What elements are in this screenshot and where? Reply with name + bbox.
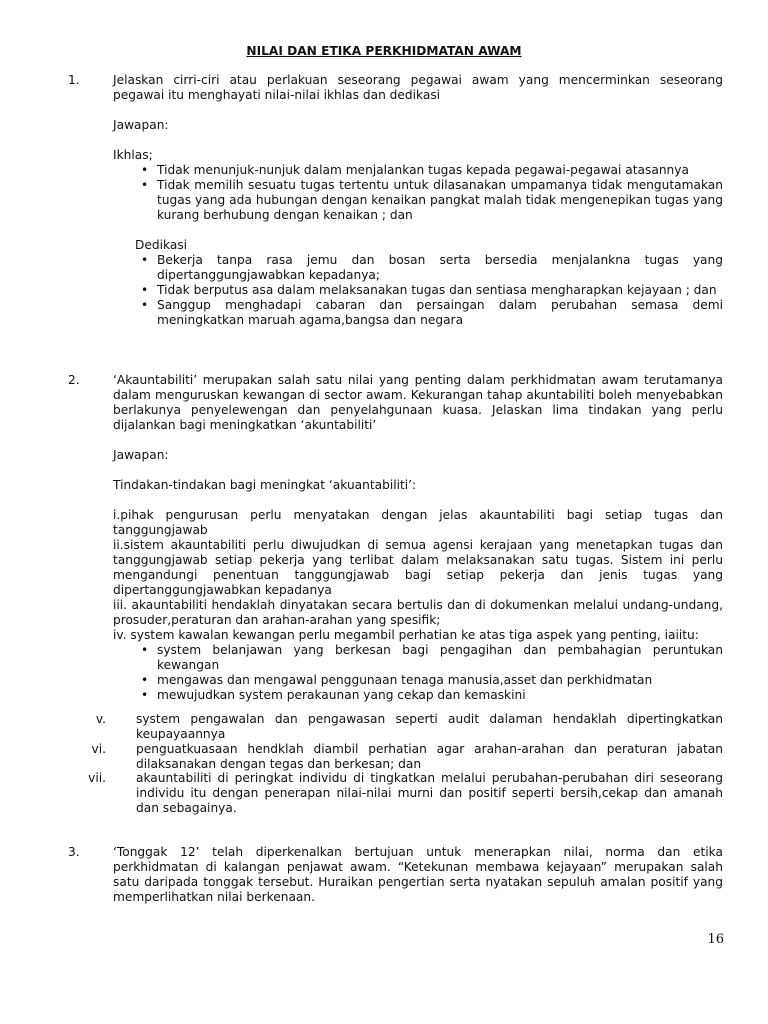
point-iv-list [135, 643, 723, 703]
answer-label: Jawapan: [113, 448, 169, 462]
question-text: ‘Tonggak 12’ telah diperkenalkan bertujuan untuk menerapkan nilai, norma dan etika perkhidmatan di kalangan penjawat awam. “Ketekunan membawa kejayaan” merupakan salah satu daripada tonggak tersebut. Huraikan pengertian serta nyatakan sepuluh amalan positif yang memperlihatkan nilai berkenaan. [113, 845, 723, 904]
page-number: 16 [707, 932, 724, 947]
question-body [113, 73, 723, 328]
dedikasi-heading: Dedikasi [135, 238, 188, 252]
question-number: 3. [68, 845, 80, 859]
list-item: • Sanggup menghadapi cabaran dan persaingan dalam perubahan semasa demi meningkatkan maruah agama,bangsa dan negara [135, 298, 723, 328]
roman-number: v. [95, 712, 106, 726]
list-item: • Tidak berputus asa dalam melaksanakan tugas dan sentiasa mengharapkan kejayaan ; dan [135, 283, 723, 298]
tindakan-heading: Tindakan-tindakan bagi meningkat ‘akuantabiliti’: [113, 478, 417, 492]
dedikasi-list [135, 253, 723, 328]
question-text: Jelaskan cirri-ciri atau perlakuan seseorang pegawai awam yang mencerminkan seseorang pegawai itu menghayati nilai-nilai ikhlas dan dedikasi [113, 73, 723, 102]
roman-text: akauntabiliti di peringkat individu di tingkatkan melalui perubahan-perubahan diri seseorang individu itu dengan penerapan nilai-nilai murni dan positif seperti bersih,cekap dan amanah dan sebagainya. [136, 771, 723, 815]
ikhlas-list [135, 163, 723, 223]
roman-number: vii. [88, 771, 106, 785]
list-item: • Bekerja tanpa rasa jemu dan bosan serta bersedia menjalankna tugas yang dipertanggungjawabkan kepadanya; [135, 253, 723, 283]
question-body [113, 845, 723, 905]
list-item: • system belanjawan yang berkesan bagi pengagihan dan pembahagian peruntukan kewangan [135, 643, 723, 673]
list-item: • Tidak menunjuk-nunjuk dalam menjalankan tugas kepada pegawai-pegawai atasannya [135, 163, 723, 178]
ikhlas-heading: Ikhlas; [113, 148, 153, 162]
roman-text: system pengawalan dan pengawasan seperti audit dalaman hendaklah dipertingkatkan keupayaannya [136, 712, 723, 741]
question-text: ‘Akauntabiliti’ merupakan salah satu nilai yang penting dalam perkhidmatan awam terutamanya dalam menguruskan kewangan di sector awam. Kekurangan tahap akuntabiliti boleh menyebabkan berlakunya penyelewengan dan penyelahgunaan kuasa. Jelaskan lima tindakan yang perlu dijalankan bagi meningkatkan ‘akuntabiliti’ [113, 373, 723, 432]
point-i: i.pihak pengurusan perlu menyatakan dengan jelas akauntabiliti bagi setiap tugas dan tanggungjawab [113, 508, 723, 537]
list-item: • mewujudkan system perakaunan yang cekap dan kemaskini [135, 688, 723, 703]
roman-number: vi. [91, 742, 106, 756]
point-iii: iii. akauntabiliti hendaklah dinyatakan secara bertulis dan di dokumenkan melalui undang-undang, prosuder,peraturan dan arahan-arahan yang spesifik; [113, 598, 723, 627]
list-item: • Tidak memilih sesuatu tugas tertentu untuk dilasanakan umpamanya tidak mengutamakan tugas yang ada hubungan dengan kenaikan pangkat malah tidak mengenepikan tugas yang kurang berhubung dengan kenaikan ; dan [135, 178, 723, 223]
page-title: NILAI DAN ETIKA PERKHIDMATAN AWAM [246, 44, 522, 58]
question-number: 2. [68, 373, 80, 387]
roman-text: penguatkuasaan hendklah diambil perhatian agar arahan-arahan dan peraturan jabatan dilaksanakan dengan tegas dan berkesan; dan [136, 742, 723, 771]
answer-label: Jawapan: [113, 118, 169, 132]
point-iv: iv. system kawalan kewangan perlu megambil perhatian ke atas tiga aspek yang penting, iaiitu: [113, 628, 699, 642]
question-body [113, 373, 723, 703]
list-item: • mengawas dan mengawal penggunaan tenaga manusia,asset dan perkhidmatan [135, 673, 723, 688]
question-number: 1. [68, 73, 80, 87]
point-ii: ii.sistem akauntabiliti perlu diwujudkan di semua agensi kerajaan yang menetapkan tugas dan tanggungjawab setiap pekerja yang terlibat dalam melaksanakan satu tugas. Sistem ini perlu mengandungi penentuan tanggungjawab bagi setiap pekerja dan jenis tugas yang dipertanggungjawabkan kepadanya [113, 538, 723, 597]
